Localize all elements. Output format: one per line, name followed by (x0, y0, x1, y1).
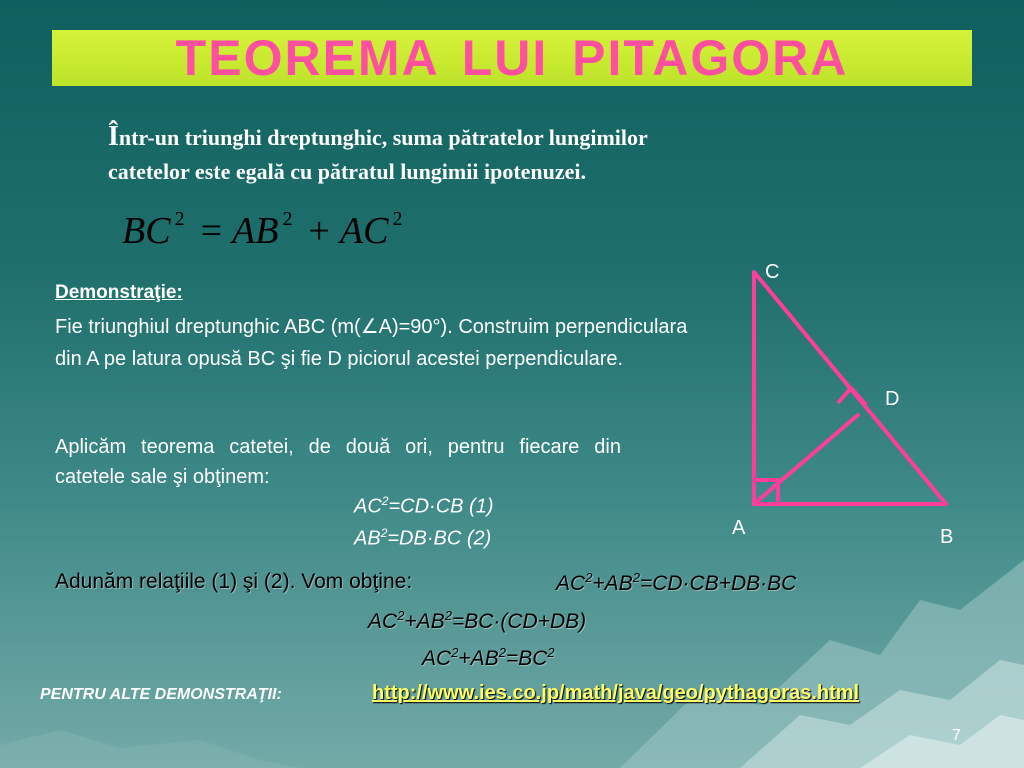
relation-1-rhs: =CD·CB (1) (388, 495, 494, 518)
sum-text: Adunăm relaţiile (1) şi (2). Vom obţine: (55, 570, 413, 593)
relation-2-rhs: =DB·BC (2) (387, 527, 492, 550)
relation-1 (354, 494, 494, 519)
theorem-statement (108, 120, 848, 189)
sum-eq1-exp-b: 2 (632, 570, 640, 585)
sum-equation-1 (556, 570, 796, 596)
theorem-initial: Î (108, 121, 119, 152)
slide-title: TEOREMA LUI PITAGORA (175, 30, 849, 86)
formula-exp-2: 2 (282, 208, 293, 230)
sum-eq3-exp-a: 2 (451, 645, 459, 660)
vertex-label-a: A (732, 517, 746, 539)
theorem-line-1 (108, 120, 848, 155)
sum-equation-3 (422, 645, 555, 671)
proof-text: Fie triunghiul dreptunghic ABC (m(∠A)=90°). Construim perpendiculara din A pe latura opusă BC şi fie D piciorul acestei perpendiculare. (55, 316, 688, 370)
pythagoras-formula (122, 208, 408, 253)
theorem-line-2: catetelor este egală cu pătratul lungimii ipotenuzei. (108, 159, 587, 184)
sum-eq2-c: =BC·(CD+DB) (451, 610, 587, 633)
formula-plus: + (308, 210, 330, 252)
page-number: 7 (952, 727, 961, 744)
other-proofs-link[interactable]: http://www.ies.co.jp/math/java/geo/pythagoras.html (372, 682, 860, 704)
formula-exp-3: 2 (392, 208, 403, 230)
sum-eq2-exp-a: 2 (397, 608, 405, 623)
title-bar (52, 30, 972, 86)
formula-ac: AC (339, 210, 389, 252)
triangle-diagram (720, 250, 980, 550)
proof-heading: Demonstraţie: (55, 282, 183, 303)
apply-text: Aplicăm teorema catetei, de două ori, pentru fiecare din catetele sale şi obţinem: (55, 436, 621, 488)
sum-eq3-a: AC (422, 647, 452, 670)
sum-equation-2 (368, 608, 586, 634)
vertex-label-d: D (885, 388, 900, 410)
sum-eq3-exp-b: 2 (498, 645, 506, 660)
sum-eq3-b: +AB (458, 647, 499, 670)
altitude-ad (754, 414, 859, 504)
relation-2 (354, 526, 491, 551)
sum-eq1-exp-a: 2 (585, 570, 593, 585)
sum-eq2-a: AC (368, 610, 398, 633)
formula-exp-1: 2 (174, 208, 185, 230)
sum-eq1-a: AC (556, 572, 586, 595)
vertex-label-c: C (765, 261, 780, 283)
formula-equals: = (200, 210, 222, 252)
sum-eq1-b: +AB (592, 572, 633, 595)
relation-1-lhs: AC (354, 495, 382, 518)
relation-1-exp: 2 (381, 494, 389, 508)
formula-ab: AB (232, 210, 279, 252)
vertex-label-b: B (940, 526, 954, 548)
formula-bc: BC (122, 210, 171, 252)
other-proofs-label: PENTRU ALTE DEMONSTRAŢII: (40, 686, 282, 703)
sum-eq2-b: +AB (404, 610, 445, 633)
sum-eq2-exp-b: 2 (444, 608, 452, 623)
relation-2-lhs: AB (354, 527, 381, 550)
sum-eq3-exp-c: 2 (547, 645, 555, 660)
right-angle-mark-d (838, 388, 866, 405)
sum-eq3-c: =BC (505, 647, 548, 670)
theorem-line-1-text: ntr-un triunghi dreptunghic, suma pătratelor lungimilor (118, 125, 648, 150)
sum-eq1-c: =CD·CB+DB·BC (639, 572, 797, 595)
relation-2-exp: 2 (380, 526, 388, 540)
